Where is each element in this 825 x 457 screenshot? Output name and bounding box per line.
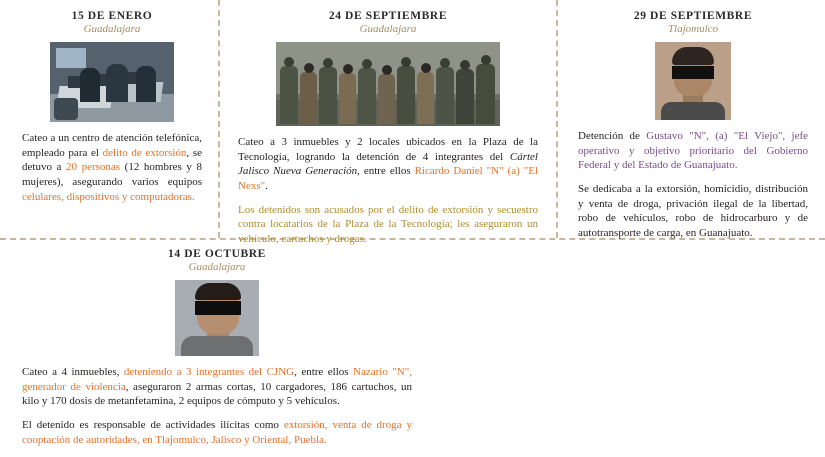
paragraph	[578, 129, 808, 173]
paragraph	[22, 131, 202, 204]
paragraph	[22, 365, 412, 409]
highlighted-text: deteniendo a 3 integrantes del CJNG	[123, 366, 295, 378]
panel-septiembre-24	[238, 10, 538, 246]
panel-text-enero	[22, 131, 202, 204]
highlighted-text: delito de extorsión	[102, 146, 187, 159]
text-run: .	[265, 179, 268, 192]
paragraph	[22, 418, 412, 447]
photo-container	[22, 42, 202, 122]
text-run: , aseguraron 2 armas cortas, 10 cargadores, 186 cartuchos, un kilo y 170 dosis de metanfetamina, 2 equipos de cómputo y 5 vehículos.	[22, 380, 413, 408]
highlighted-text: Nazario "N", generador de violencia	[22, 366, 412, 393]
panel-city: Guadalajara	[188, 261, 246, 273]
highlighted-text: extorsión, venta de droga y cooptación de autoridades, en Tlajomulco, Jalisco y Oriental, Puebla.	[22, 418, 412, 446]
suspect-mugshot-photo	[655, 42, 731, 120]
detainee-mugshot-photo	[175, 280, 259, 356]
paragraph	[238, 203, 538, 247]
panel-octubre	[22, 248, 412, 447]
vertical-separator-right	[556, 0, 558, 238]
paragraph	[578, 182, 808, 241]
panel-date: 24 DE SEPTIEMBRE	[328, 10, 448, 22]
call-center-raid-photo	[50, 42, 174, 122]
panel-city: Guadalajara	[359, 23, 417, 35]
panel-city: Tlajomulco	[667, 23, 719, 35]
photo-container	[22, 280, 412, 356]
photo-container	[578, 42, 808, 120]
text-run: Cateo a un centro de atención telefónica, empleado para el	[22, 132, 202, 159]
panel-city: Guadalajara	[83, 23, 141, 35]
redaction-bar	[195, 301, 241, 315]
panel-text-septiembre-24	[238, 135, 538, 246]
text-run: Detención de	[578, 130, 647, 142]
photo-container	[238, 42, 538, 126]
vertical-separator-left	[218, 0, 220, 238]
panel-septiembre-29	[578, 10, 808, 240]
panel-text-octubre	[22, 365, 412, 447]
highlighted-text: celulares, dispositivos y computadoras.	[22, 190, 195, 203]
text-run: Cateo a 3 inmuebles y 2 locales ubicados en la Plaza de la Tecnología, logrando la detención de 4 integrantes del	[238, 136, 538, 163]
text-run: Cártel Jalisco Nueva Generación	[238, 150, 538, 178]
highlighted-text: Ricardo Daniel "N" (a) "El Nexs"	[238, 165, 539, 192]
panel-text-septiembre-29	[578, 129, 808, 240]
detainees-lineup-photo	[276, 42, 500, 126]
highlighted-text: Los detenidos son acusados por el delito de extorsión y secuestro contra locatarios de la Plaza de la Tecnología; les aseguraron un vehículo, cartuchos y drogas.	[238, 203, 538, 245]
text-run: Cateo a 4 inmuebles,	[22, 366, 124, 378]
text-run: El detenido es responsable de actividades ilícitas como	[22, 418, 284, 431]
panel-date: 29 DE SEPTIEMBRE	[633, 10, 753, 22]
panel-date: 14 DE OCTUBRE	[168, 248, 266, 260]
highlighted-text: Gustavo "N", (a) "El Viejo", jefe operativo y objetivo prioritario del Gobierno Federal y del Estado de Guanajuato.	[578, 130, 808, 172]
panel-date: 15 DE ENERO	[71, 10, 153, 22]
text-run: , entre ellos	[357, 165, 415, 178]
redaction-bar	[672, 66, 714, 79]
text-run: , entre ellos	[294, 366, 354, 378]
text-run: Se dedicaba a la extorsión, homicidio, distribución y venta de droga, privación ilegal de la libertad, robo de vehículos, robo de hidrocarburo y de autotransporte de carga, en Guanajuato.	[578, 182, 808, 239]
panel-enero	[22, 10, 202, 204]
text-run: , se detuvo a	[22, 146, 202, 174]
highlighted-text: 20 personas	[66, 161, 121, 174]
text-run: (12 hombres y 8 mujeres), asegurando varios equipos	[22, 161, 202, 188]
paragraph	[238, 135, 538, 194]
